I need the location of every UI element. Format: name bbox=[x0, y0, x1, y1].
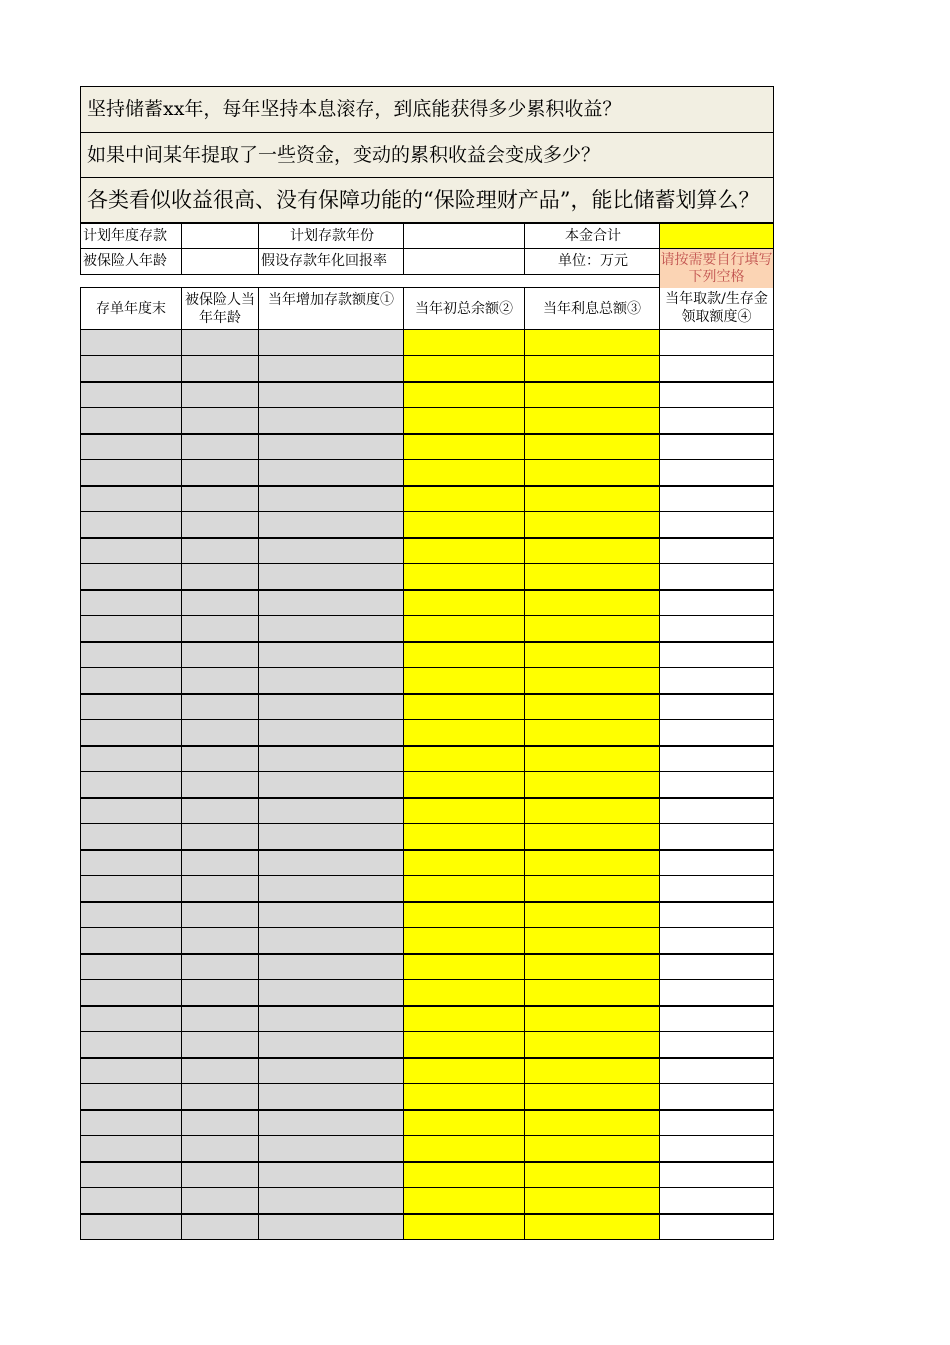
cell-opening-balance bbox=[403, 979, 525, 1006]
title-line-3: 各类看似收益很高、没有保障功能的“保险理财产品”，能比储蓄划算么？ bbox=[80, 177, 774, 223]
cell-insured-age bbox=[181, 355, 259, 382]
cell-added-deposit bbox=[258, 589, 404, 616]
cell-added-deposit bbox=[258, 511, 404, 538]
cell-opening-balance bbox=[403, 1187, 525, 1214]
cell-withdrawal[interactable] bbox=[659, 459, 774, 486]
cell-interest-total bbox=[524, 459, 660, 486]
cell-year-end bbox=[80, 433, 182, 460]
cell-insured-age bbox=[181, 485, 259, 512]
principal-total-label: 本金合计 bbox=[524, 223, 660, 249]
cell-opening-balance bbox=[403, 433, 525, 460]
cell-interest-total bbox=[524, 719, 660, 746]
cell-opening-balance bbox=[403, 953, 525, 980]
cell-opening-balance bbox=[403, 355, 525, 382]
cell-withdrawal[interactable] bbox=[659, 693, 774, 720]
cell-insured-age bbox=[181, 927, 259, 954]
cell-insured-age bbox=[181, 1031, 259, 1058]
cell-opening-balance bbox=[403, 667, 525, 694]
cell-withdrawal[interactable] bbox=[659, 615, 774, 642]
cell-opening-balance bbox=[403, 693, 525, 720]
cell-withdrawal[interactable] bbox=[659, 953, 774, 980]
cell-added-deposit bbox=[258, 1083, 404, 1110]
cell-interest-total bbox=[524, 979, 660, 1006]
cell-year-end bbox=[80, 589, 182, 616]
cell-year-end bbox=[80, 875, 182, 902]
cell-interest-total bbox=[524, 745, 660, 772]
cell-withdrawal[interactable] bbox=[659, 1083, 774, 1110]
cell-opening-balance bbox=[403, 719, 525, 746]
cell-interest-total bbox=[524, 1109, 660, 1136]
cell-opening-balance bbox=[403, 1213, 525, 1240]
insured-age-input[interactable] bbox=[181, 248, 259, 275]
cell-interest-total bbox=[524, 823, 660, 850]
cell-withdrawal[interactable] bbox=[659, 667, 774, 694]
cell-interest-total bbox=[524, 1083, 660, 1110]
cell-insured-age bbox=[181, 511, 259, 538]
cell-opening-balance bbox=[403, 797, 525, 824]
cell-year-end bbox=[80, 1213, 182, 1240]
cell-opening-balance bbox=[403, 1005, 525, 1032]
cell-added-deposit bbox=[258, 1187, 404, 1214]
cell-year-end bbox=[80, 953, 182, 980]
cell-opening-balance bbox=[403, 615, 525, 642]
cell-withdrawal[interactable] bbox=[659, 745, 774, 772]
cell-added-deposit bbox=[258, 1005, 404, 1032]
cell-withdrawal[interactable] bbox=[659, 511, 774, 538]
cell-insured-age bbox=[181, 433, 259, 460]
cell-year-end bbox=[80, 901, 182, 928]
cell-year-end bbox=[80, 1005, 182, 1032]
cell-interest-total bbox=[524, 693, 660, 720]
unit-label: 单位：万元 bbox=[524, 248, 660, 275]
cell-insured-age bbox=[181, 641, 259, 668]
cell-interest-total bbox=[524, 1005, 660, 1032]
cell-opening-balance bbox=[403, 563, 525, 590]
cell-withdrawal[interactable] bbox=[659, 771, 774, 798]
cell-interest-total bbox=[524, 901, 660, 928]
cell-added-deposit bbox=[258, 979, 404, 1006]
cell-opening-balance bbox=[403, 745, 525, 772]
cell-insured-age bbox=[181, 823, 259, 850]
cell-added-deposit bbox=[258, 797, 404, 824]
cell-withdrawal[interactable] bbox=[659, 381, 774, 408]
cell-withdrawal[interactable] bbox=[659, 927, 774, 954]
cell-opening-balance bbox=[403, 823, 525, 850]
cell-year-end bbox=[80, 485, 182, 512]
cell-year-end bbox=[80, 1031, 182, 1058]
cell-withdrawal[interactable] bbox=[659, 433, 774, 460]
cell-insured-age bbox=[181, 1213, 259, 1240]
cell-opening-balance bbox=[403, 589, 525, 616]
cell-insured-age bbox=[181, 901, 259, 928]
cell-year-end bbox=[80, 381, 182, 408]
cell-withdrawal[interactable] bbox=[659, 849, 774, 876]
cell-added-deposit bbox=[258, 745, 404, 772]
cell-interest-total bbox=[524, 1187, 660, 1214]
cell-added-deposit bbox=[258, 693, 404, 720]
cell-withdrawal[interactable] bbox=[659, 797, 774, 824]
cell-interest-total bbox=[524, 563, 660, 590]
cell-withdrawal[interactable] bbox=[659, 979, 774, 1006]
cell-added-deposit bbox=[258, 433, 404, 460]
cell-insured-age bbox=[181, 1109, 259, 1136]
cell-added-deposit bbox=[258, 329, 404, 356]
cell-insured-age bbox=[181, 381, 259, 408]
principal-total-value bbox=[659, 223, 774, 249]
cell-added-deposit bbox=[258, 1213, 404, 1240]
cell-opening-balance bbox=[403, 485, 525, 512]
cell-insured-age bbox=[181, 979, 259, 1006]
cell-opening-balance bbox=[403, 381, 525, 408]
cell-withdrawal[interactable] bbox=[659, 1187, 774, 1214]
cell-withdrawal[interactable] bbox=[659, 1213, 774, 1240]
cell-withdrawal[interactable] bbox=[659, 641, 774, 668]
cell-interest-total bbox=[524, 1031, 660, 1058]
cell-opening-balance bbox=[403, 849, 525, 876]
cell-year-end bbox=[80, 1161, 182, 1188]
cell-withdrawal[interactable] bbox=[659, 589, 774, 616]
cell-interest-total bbox=[524, 927, 660, 954]
cell-year-end bbox=[80, 849, 182, 876]
cell-interest-total bbox=[524, 589, 660, 616]
cell-withdrawal[interactable] bbox=[659, 823, 774, 850]
plan-deposit-years-label: 计划存款年份 bbox=[258, 223, 404, 249]
cell-year-end bbox=[80, 1057, 182, 1084]
cell-interest-total bbox=[524, 797, 660, 824]
cell-year-end bbox=[80, 511, 182, 538]
cell-year-end bbox=[80, 693, 182, 720]
cell-added-deposit bbox=[258, 875, 404, 902]
cell-insured-age bbox=[181, 1005, 259, 1032]
cell-opening-balance bbox=[403, 927, 525, 954]
cell-withdrawal[interactable] bbox=[659, 1161, 774, 1188]
cell-year-end bbox=[80, 719, 182, 746]
cell-added-deposit bbox=[258, 1135, 404, 1162]
cell-interest-total bbox=[524, 1135, 660, 1162]
cell-year-end bbox=[80, 823, 182, 850]
plan-deposit-years-input[interactable] bbox=[403, 223, 525, 249]
assumed-return-label: 假设存款年化回报率 bbox=[258, 248, 404, 275]
fill-note: 请按需要自行填写下列空格 bbox=[659, 248, 774, 288]
cell-withdrawal[interactable] bbox=[659, 901, 774, 928]
cell-interest-total bbox=[524, 407, 660, 434]
cell-added-deposit bbox=[258, 563, 404, 590]
cell-year-end bbox=[80, 1135, 182, 1162]
cell-withdrawal[interactable] bbox=[659, 1135, 774, 1162]
cell-added-deposit bbox=[258, 667, 404, 694]
cell-withdrawal[interactable] bbox=[659, 1057, 774, 1084]
cell-opening-balance bbox=[403, 1083, 525, 1110]
cell-interest-total bbox=[524, 953, 660, 980]
cell-interest-total bbox=[524, 771, 660, 798]
cell-added-deposit bbox=[258, 485, 404, 512]
title-line-1: 坚持储蓄xx年，每年坚持本息滚存，到底能获得多少累积收益？ bbox=[80, 86, 774, 132]
cell-interest-total bbox=[524, 485, 660, 512]
cell-year-end bbox=[80, 407, 182, 434]
cell-added-deposit bbox=[258, 615, 404, 642]
cell-opening-balance bbox=[403, 511, 525, 538]
cell-withdrawal[interactable] bbox=[659, 563, 774, 590]
title-line-2: 如果中间某年提取了一些资金，变动的累积收益会变成多少？ bbox=[80, 132, 774, 177]
cell-added-deposit bbox=[258, 849, 404, 876]
cell-withdrawal[interactable] bbox=[659, 875, 774, 902]
col-header-year-end: 存单年度末 bbox=[80, 287, 182, 330]
cell-opening-balance bbox=[403, 1135, 525, 1162]
cell-added-deposit bbox=[258, 771, 404, 798]
cell-added-deposit bbox=[258, 355, 404, 382]
cell-insured-age bbox=[181, 667, 259, 694]
cell-year-end bbox=[80, 797, 182, 824]
cell-withdrawal[interactable] bbox=[659, 1005, 774, 1032]
cell-opening-balance bbox=[403, 875, 525, 902]
cell-insured-age bbox=[181, 615, 259, 642]
cell-year-end bbox=[80, 927, 182, 954]
cell-year-end bbox=[80, 979, 182, 1006]
cell-withdrawal[interactable] bbox=[659, 1031, 774, 1058]
cell-insured-age bbox=[181, 537, 259, 564]
col-header-interest-total: 当年利息总额③ bbox=[524, 287, 660, 330]
cell-interest-total bbox=[524, 849, 660, 876]
cell-insured-age bbox=[181, 329, 259, 356]
cell-interest-total bbox=[524, 1057, 660, 1084]
cell-year-end bbox=[80, 667, 182, 694]
cell-interest-total bbox=[524, 433, 660, 460]
cell-opening-balance bbox=[403, 771, 525, 798]
col-header-opening-balance: 当年初总余额② bbox=[403, 287, 525, 330]
cell-year-end bbox=[80, 1187, 182, 1214]
cell-insured-age bbox=[181, 407, 259, 434]
cell-interest-total bbox=[524, 381, 660, 408]
cell-added-deposit bbox=[258, 381, 404, 408]
cell-added-deposit bbox=[258, 901, 404, 928]
cell-insured-age bbox=[181, 1083, 259, 1110]
cell-insured-age bbox=[181, 719, 259, 746]
cell-year-end bbox=[80, 329, 182, 356]
cell-insured-age bbox=[181, 589, 259, 616]
cell-added-deposit bbox=[258, 1109, 404, 1136]
cell-year-end bbox=[80, 459, 182, 486]
col-header-withdrawal: 当年取款/生存金领取额度④ bbox=[659, 287, 774, 330]
assumed-return-input[interactable] bbox=[403, 248, 525, 275]
cell-withdrawal[interactable] bbox=[659, 485, 774, 512]
cell-insured-age bbox=[181, 849, 259, 876]
cell-interest-total bbox=[524, 615, 660, 642]
cell-year-end bbox=[80, 745, 182, 772]
cell-year-end bbox=[80, 1083, 182, 1110]
cell-opening-balance bbox=[403, 1031, 525, 1058]
cell-opening-balance bbox=[403, 1161, 525, 1188]
plan-year-deposit-label: 计划年度存款 bbox=[80, 223, 182, 249]
cell-opening-balance bbox=[403, 537, 525, 564]
cell-added-deposit bbox=[258, 953, 404, 980]
cell-year-end bbox=[80, 355, 182, 382]
cell-added-deposit bbox=[258, 641, 404, 668]
cell-insured-age bbox=[181, 1187, 259, 1214]
cell-insured-age bbox=[181, 693, 259, 720]
col-header-added-deposit: 当年增加存款额度① bbox=[258, 287, 404, 330]
cell-opening-balance bbox=[403, 459, 525, 486]
cell-year-end bbox=[80, 771, 182, 798]
cell-insured-age bbox=[181, 875, 259, 902]
cell-withdrawal[interactable] bbox=[659, 537, 774, 564]
cell-interest-total bbox=[524, 1213, 660, 1240]
cell-added-deposit bbox=[258, 927, 404, 954]
cell-interest-total bbox=[524, 667, 660, 694]
cell-withdrawal[interactable] bbox=[659, 329, 774, 356]
cell-withdrawal[interactable] bbox=[659, 1109, 774, 1136]
cell-added-deposit bbox=[258, 1057, 404, 1084]
col-header-insured-age: 被保险人当年年龄 bbox=[181, 287, 259, 330]
cell-insured-age bbox=[181, 1057, 259, 1084]
cell-year-end bbox=[80, 537, 182, 564]
cell-insured-age bbox=[181, 1161, 259, 1188]
cell-added-deposit bbox=[258, 459, 404, 486]
cell-interest-total bbox=[524, 329, 660, 356]
cell-insured-age bbox=[181, 563, 259, 590]
cell-interest-total bbox=[524, 641, 660, 668]
cell-insured-age bbox=[181, 797, 259, 824]
cell-insured-age bbox=[181, 745, 259, 772]
cell-added-deposit bbox=[258, 823, 404, 850]
cell-opening-balance bbox=[403, 1057, 525, 1084]
cell-interest-total bbox=[524, 1161, 660, 1188]
cell-year-end bbox=[80, 641, 182, 668]
cell-added-deposit bbox=[258, 537, 404, 564]
cell-opening-balance bbox=[403, 329, 525, 356]
cell-insured-age bbox=[181, 459, 259, 486]
plan-year-deposit-input[interactable] bbox=[181, 223, 259, 249]
cell-interest-total bbox=[524, 537, 660, 564]
cell-opening-balance bbox=[403, 1109, 525, 1136]
cell-insured-age bbox=[181, 953, 259, 980]
cell-withdrawal[interactable] bbox=[659, 719, 774, 746]
cell-year-end bbox=[80, 1109, 182, 1136]
cell-interest-total bbox=[524, 355, 660, 382]
cell-interest-total bbox=[524, 511, 660, 538]
insured-age-label: 被保险人年龄 bbox=[80, 248, 182, 275]
cell-added-deposit bbox=[258, 719, 404, 746]
cell-withdrawal[interactable] bbox=[659, 407, 774, 434]
cell-added-deposit bbox=[258, 407, 404, 434]
cell-insured-age bbox=[181, 1135, 259, 1162]
cell-year-end bbox=[80, 563, 182, 590]
cell-added-deposit bbox=[258, 1161, 404, 1188]
cell-opening-balance bbox=[403, 901, 525, 928]
cell-interest-total bbox=[524, 875, 660, 902]
cell-withdrawal[interactable] bbox=[659, 355, 774, 382]
cell-opening-balance bbox=[403, 407, 525, 434]
cell-opening-balance bbox=[403, 641, 525, 668]
cell-year-end bbox=[80, 615, 182, 642]
cell-insured-age bbox=[181, 771, 259, 798]
cell-added-deposit bbox=[258, 1031, 404, 1058]
